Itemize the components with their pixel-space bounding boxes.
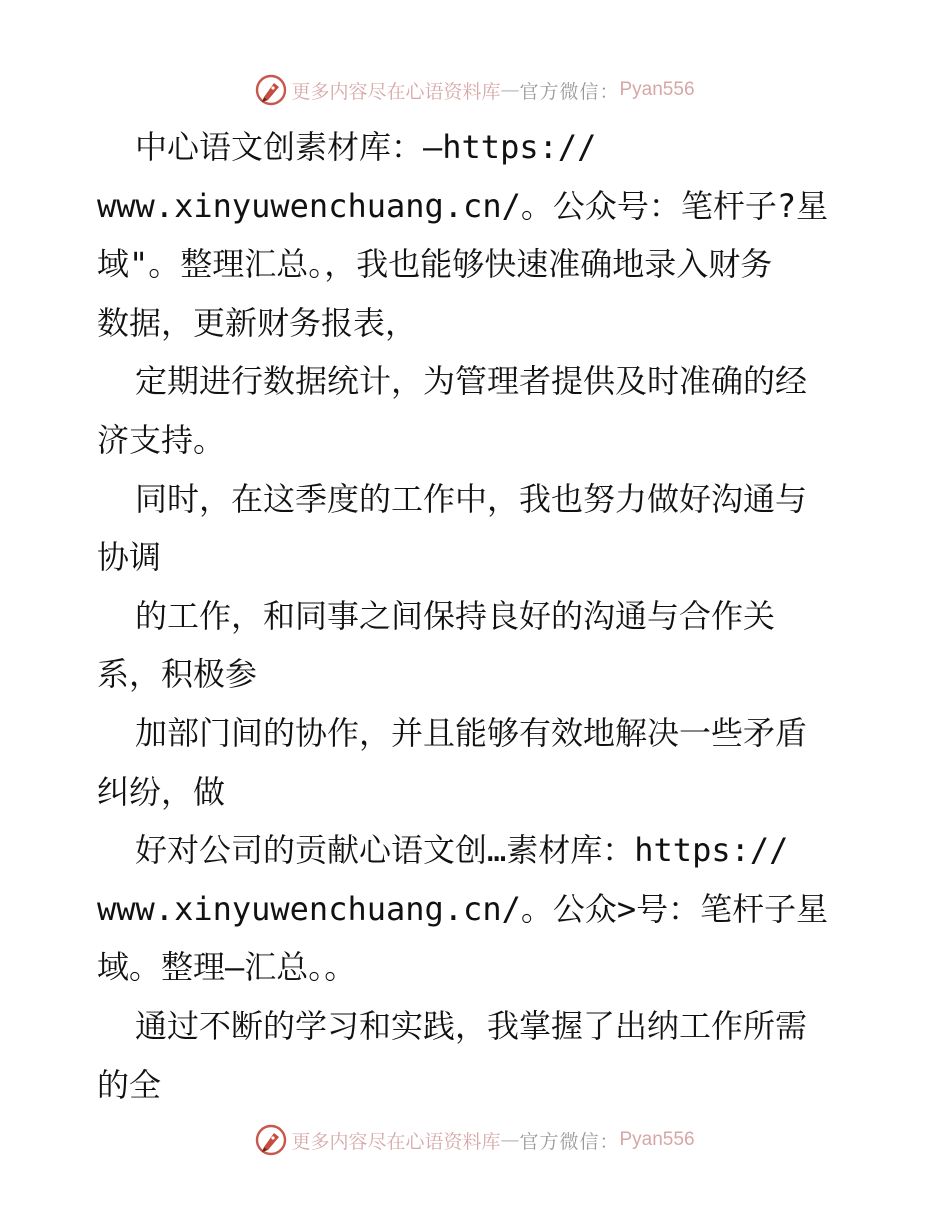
text-line: www.xinyuwenchuang.cn/。公众>号：笔杆子星	[97, 889, 829, 928]
watermark-wechat-id: Pyan556	[619, 1129, 695, 1150]
watermark-site-text: 更多内容尽在心语资料库	[291, 1130, 501, 1153]
header-watermark	[0, 70, 950, 110]
text-line: 域。整理—汇总。。	[97, 948, 357, 987]
watermark-official-label: 官方微信：	[519, 80, 620, 103]
text-line: 好对公司的贡献心语文创…素材库：https://	[135, 831, 789, 870]
text-line: 定期进行数据统计，为管理者提供及时准确的经	[135, 362, 808, 401]
pen-nib-logo-icon	[255, 74, 287, 106]
text-line: 数据，更新财务报表，	[97, 303, 418, 342]
pen-nib-logo-icon	[255, 1124, 287, 1156]
document-body	[97, 118, 857, 1114]
footer-watermark	[0, 1120, 950, 1160]
text-line: 域"。整理汇总。，我也能够快速准确地录入财务	[97, 245, 773, 284]
text-line: 通过不断的学习和实践，我掌握了出纳工作所需	[135, 1006, 808, 1045]
text-line: 同时，在这季度的工作中，我也努力做好沟通与	[135, 479, 808, 518]
text-line: 的工作，和同事之间保持良好的沟通与合作关	[135, 596, 776, 635]
watermark-official-label: 官方微信：	[519, 1130, 620, 1153]
watermark-dash: —	[500, 1129, 520, 1151]
text-line: 协调	[97, 538, 162, 577]
watermark-site-text: 更多内容尽在心语资料库	[291, 80, 501, 103]
text-line: 济支持。	[97, 420, 226, 459]
text-line: www.xinyuwenchuang.cn/。公众号：笔杆子?星	[97, 186, 829, 225]
text-line: 纠纷，做	[97, 772, 226, 811]
watermark-dash: —	[500, 79, 520, 101]
watermark-wechat-id: Pyan556	[619, 79, 695, 100]
text-line: 的全	[97, 1065, 162, 1104]
text-line: 中心语文创素材库：—https://	[135, 128, 597, 166]
text-line: 加部门间的协作，并且能够有效地解决一些矛盾	[135, 713, 808, 752]
text-line: 系，积极参	[97, 655, 258, 694]
